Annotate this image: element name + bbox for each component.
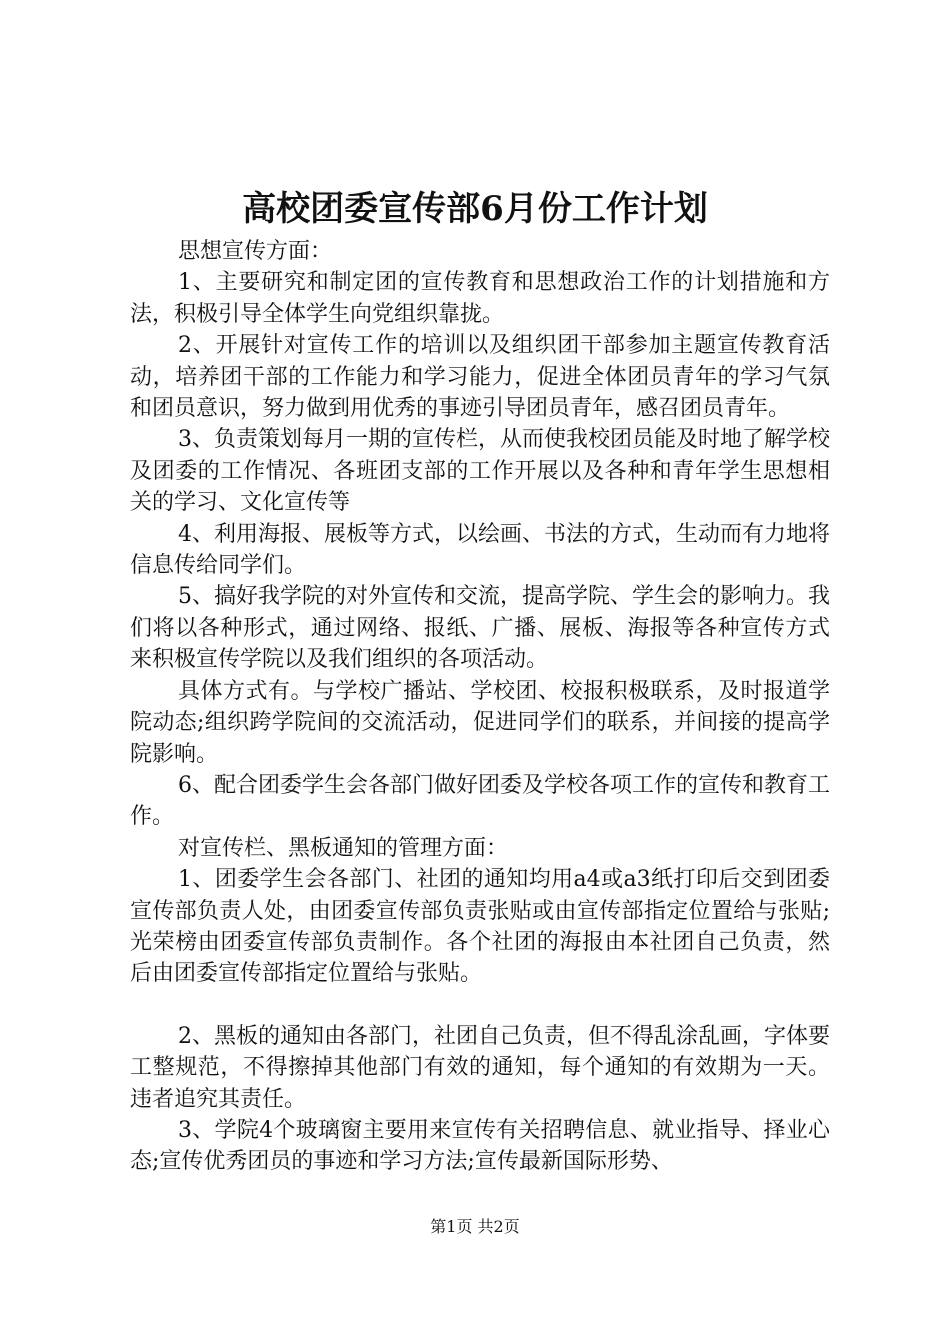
page-footer: 第1页 共2页 — [430, 1217, 520, 1236]
paragraph: 1、主要研究和制定团的宣传教育和思想政治工作的计划措施和方法，积极引导全体学生向党组织靠拢。 — [130, 270, 830, 327]
document-title: 高校团委宣传部6月份工作计划 — [242, 189, 708, 229]
paragraph-spacer — [130, 990, 830, 1021]
paragraph: 2、黑板的通知由各部门，社团自己负责，但不得乱涂乱画，字体要工整规范，不得擦掉其他部门有效的通知，每个通知的有效期为一天。违者追究其责任。 — [130, 1023, 830, 1112]
paragraph: 1、团委学生会各部门、社团的通知均用a4或a3纸打印后交到团委宣传部负责人处，由团委宣传部负责张贴或由宣传部指定位置给与张贴;光荣榜由团委宣传部负责制作。各个社团的海报由本社团自己负责，然后由团委宣传部指定位置给与张贴。 — [130, 867, 830, 987]
paragraph: 3、学院4个玻璃窗主要用来宣传有关招聘信息、就业指导、择业心态;宣传优秀团员的事迹和学习方法;宣传最新国际形势、 — [130, 1117, 830, 1175]
paragraph: 4、利用海报、展板等方式，以绘画、书法的方式，生动而有力地将信息传给同学们。 — [130, 521, 830, 579]
paragraph: 3、负责策划每月一期的宣传栏，从而使我校团员能及时地了解学校及团委的工作情况、各班团支部的工作开展以及各种和青年学生思想相关的学习、文化宣传等 — [130, 427, 830, 516]
paragraph: 对宣传栏、黑板通知的管理方面： — [178, 835, 509, 861]
document-body — [130, 236, 830, 1178]
paragraph: 5、搞好我学院的对外宣传和交流，提高学院、学生会的影响力。我们将以各种形式，通过网络、报纸、广播、展板、海报等各种宣传方式来积极宣传学院以及我们组织的各项活动。 — [130, 584, 830, 673]
paragraph: 具体方式有。与学校广播站、学校团、校报积极联系，及时报道学院动态;组织跨学院间的交流活动，促进同学们的联系，并间接的提高学院影响。 — [130, 678, 830, 767]
paragraph: 2、开展针对宣传工作的培训以及组织团干部参加主题宣传教育活动，培养团干部的工作能力和学习能力，促进全体团员青年的学习气氛和团员意识，努力做到用优秀的事迹引导团员青年，感召团员青年。 — [130, 333, 830, 422]
paragraph: 思想宣传方面： — [178, 239, 333, 264]
paragraph: 6、配合团委学生会各部门做好团委及学校各项工作的宣传和教育工作。 — [130, 772, 830, 830]
